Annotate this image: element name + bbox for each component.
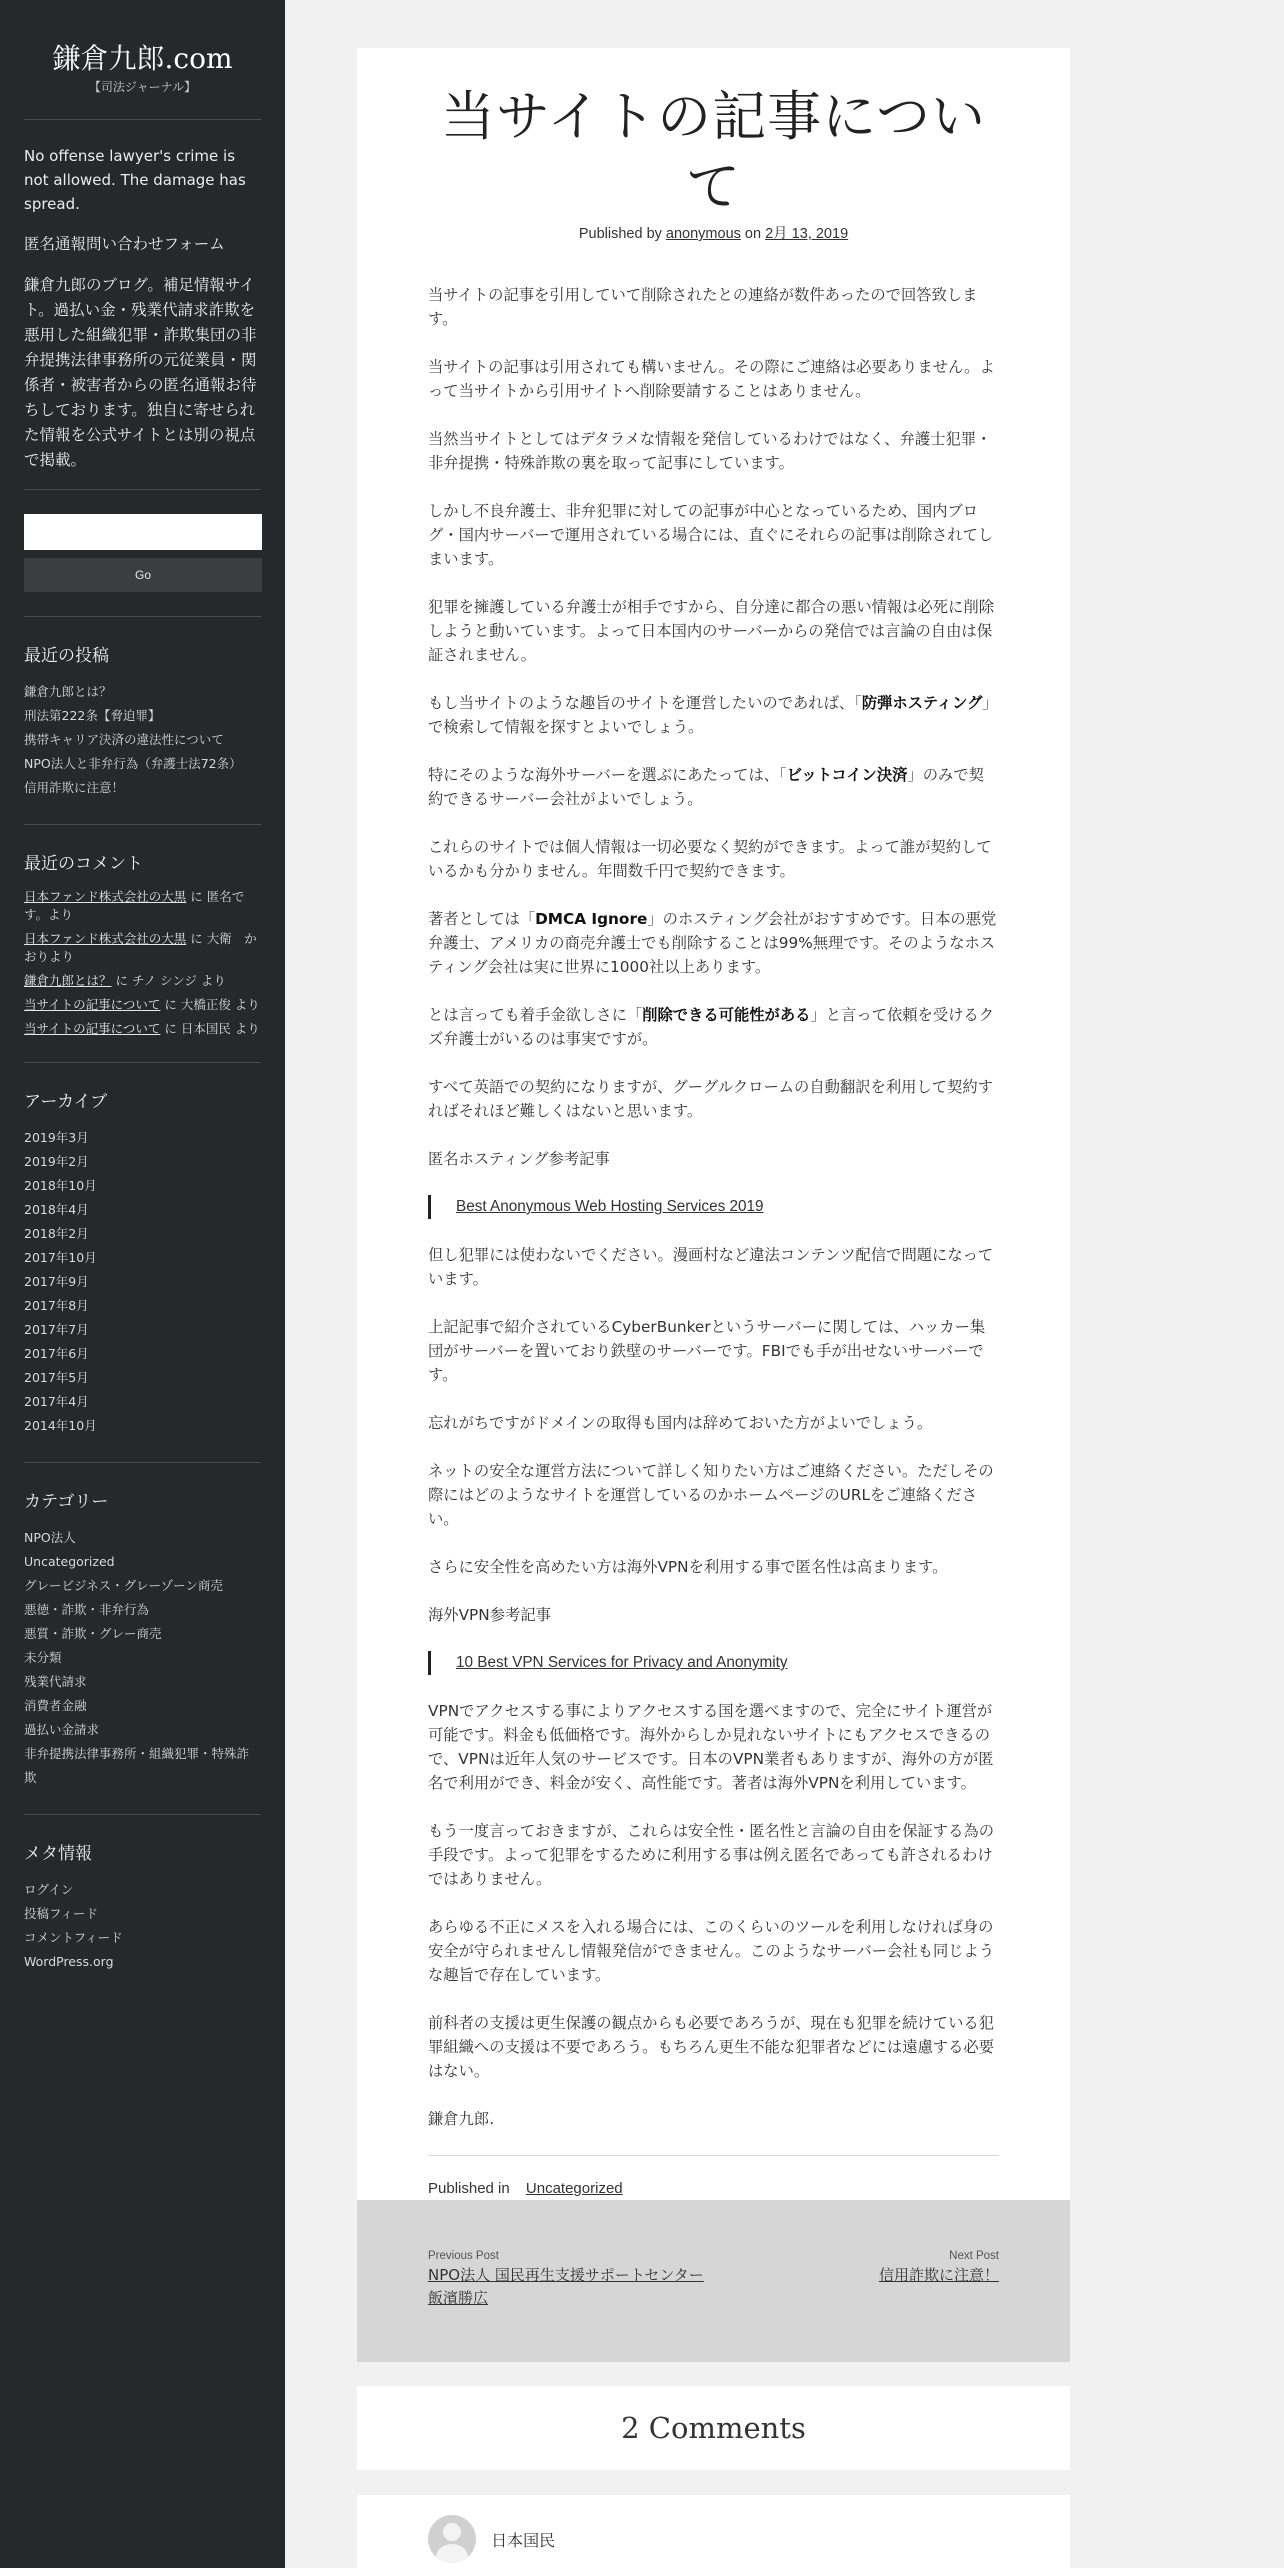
comments-title: 2 Comments <box>621 2411 806 2445</box>
comments-header <box>357 2386 1070 2470</box>
paragraph: これらのサイトでは個人情報は一切必要なく契約ができます。よって誰が契約しているかも分かりません。年間数千円で契約できます。 <box>428 838 992 880</box>
paragraph <box>428 1003 999 1051</box>
article-title: 当サイトの記事について <box>440 85 987 218</box>
paragraph: VPNでアクセスする事によりアクセスする国を選べますので、完全にサイト運営が可能です。料金も低価格です。海外からしか見れないサイトにもアクセスできるので、VPNは近年人気のサービスです。日本のVPN業者もありますが、海外の方が匿名で利用ができ、料金が安く、高性能です。著者は海外VPNを利用しています。 <box>428 1702 994 1792</box>
archive-link[interactable]: 2019年2月 <box>24 1154 89 1169</box>
sidebar-divider <box>24 824 261 825</box>
recent-comment-post-link[interactable]: 鎌倉九郎とは？ <box>24 973 112 988</box>
meta-login-link[interactable]: ログイン <box>24 1882 74 1897</box>
comment <box>357 2495 1070 2568</box>
date-link[interactable]: 2月 13, 2019 <box>765 226 849 242</box>
paragraph: ネットの安全な運営方法について詳しく知りたい方はご連絡ください。ただしその際にはどのようなサイトを運営しているのかホームページのURLをご連絡ください。 <box>428 1462 994 1528</box>
recent-comment-author: に 大橋正俊 より <box>160 997 260 1012</box>
archive-link[interactable]: 2017年8月 <box>24 1298 89 1313</box>
paragraph: 上記記事で紹介されているCyberBunkerというサーバーに関しては、ハッカー集団がサーバーを置いており鉄壁のサーバーです。FBIでも手が出せないサーバーです。 <box>428 1318 986 1384</box>
paragraph: 但し犯罪には使わないでください。漫画村など違法コンテンツ配信で問題になっています。 <box>428 1246 994 1288</box>
site-about: 鎌倉九郎のブログ。補足情報サイト。過払い金・残業代請求詐欺を悪用した組織犯罪・詐欺集団の非弁提携法律事務所の元従業員・関係者・被害者からの匿名通報お待ちしております。独自に寄せられた情報を公式サイトとは別の視点で掲載。 <box>24 276 257 469</box>
recent-comment-post-link[interactable]: 日本ファンド株式会社の大黒 <box>24 931 187 946</box>
paragraph-text: 」と言って依頼を受けるクズ弁護士がいるのは事実ですが。 <box>428 1006 995 1048</box>
category-link[interactable]: 残業代請求 <box>24 1674 87 1689</box>
signature: 鎌倉九郎. <box>428 2110 495 2128</box>
meta-wordpress-link[interactable]: WordPress.org <box>24 1954 114 1969</box>
archive-link[interactable]: 2018年10月 <box>24 1178 97 1193</box>
meta-title: メタ情報 <box>24 1844 92 1864</box>
recent-post-link[interactable]: NPO法人と非弁行為（弁護士法72条） <box>24 756 242 771</box>
sidebar <box>0 0 285 2568</box>
paragraph: 犯罪を擁護している弁護士が相手ですから、自分達に都合の悪い情報は必死に削除しようと動いています。よって日本国内のサーバーからの発信では言論の自由は保証されません。 <box>428 598 994 664</box>
category-link[interactable]: NPO法人 <box>24 1530 76 1545</box>
category-link[interactable]: 悪質・詐欺・グレー商売 <box>24 1626 162 1641</box>
recent-comment-post-link[interactable]: 当サイトの記事について <box>24 1021 161 1036</box>
paragraph: 匿名ホスティング参考記事 <box>428 1150 610 1168</box>
paragraph: しかし不良弁護士、非弁犯罪に対しての記事が中心となっているため、国内ブログ・国内サーバーで運用されている場合には、直ぐにそれらの記事は削除されてしまいます。 <box>428 502 994 568</box>
archive-link[interactable]: 2017年10月 <box>24 1250 97 1265</box>
archive-link[interactable]: 2018年4月 <box>24 1202 89 1217</box>
paragraph: すべて英語での契約になりますが、グーグルクロームの自動翻訳を利用して契約すればそれほど難しくはないと思います。 <box>428 1078 993 1120</box>
sidebar-divider <box>24 119 261 120</box>
recent-posts-title: 最近の投稿 <box>24 646 109 666</box>
meta-comments-feed-link[interactable]: コメントフィード <box>24 1930 123 1945</box>
sidebar-divider <box>24 489 261 490</box>
sidebar-text-widget <box>24 144 261 473</box>
article-footer <box>428 2155 999 2197</box>
paragraph <box>428 907 999 979</box>
category-link[interactable]: Uncategorized <box>24 1554 115 1569</box>
recent-comments-widget <box>24 849 261 1038</box>
published-in-label: Published in <box>428 2180 510 2197</box>
category-link[interactable]: 未分類 <box>24 1650 62 1665</box>
recent-comment-item <box>24 996 261 1014</box>
post-navigation <box>357 2200 1070 2362</box>
sidebar-divider <box>24 1062 261 1063</box>
emphasis: DMCA Ignore <box>535 910 648 928</box>
anonymous-form-link[interactable]: 匿名通報問い合わせフォーム <box>24 235 225 253</box>
recent-comment-author: に 匿名です。より <box>24 889 245 922</box>
category-link[interactable]: Uncategorized <box>525 2180 623 2197</box>
comment-author: 日本国民 <box>491 2530 556 2550</box>
paragraph: あらゆる不正にメスを入れる場合には、このくらいのツールを利用しなければ身の安全が守られませんし情報発信ができません。このようなサーバー会社も同じような趣旨で存在しています。 <box>428 1918 995 1984</box>
paragraph: もう一度言っておきますが、これらは安全性・匿名性と言論の自由を保証する為の手段です。よって犯罪をするために利用する事は例え匿名であっても許されるわけではありません。 <box>428 1822 994 1888</box>
paragraph: 当然当サイトとしてはデタラメな情報を発信しているわけではなく、弁護士犯罪・非弁提携・特殊詐欺の裏を取って記事にしています。 <box>428 430 992 472</box>
search-button[interactable]: Go <box>24 558 262 592</box>
recent-comment-item <box>24 888 261 924</box>
reference-link[interactable]: Best Anonymous Web Hosting Services 2019 <box>456 1198 764 1215</box>
categories-title: カテゴリー <box>24 1492 109 1512</box>
article-meta <box>428 222 999 243</box>
paragraph: 前科者の支援は更生保護の観点からも必要であろうが、現在も犯罪を続けている犯罪組織への支援は不要であろう。もちろん更生不能な犯罪者などには遠慮する必要はない。 <box>428 2014 994 2080</box>
category-link[interactable]: 過払い金請求 <box>24 1722 100 1737</box>
paragraph-text: 」のホスティング会社がおすすめです。日本の悪党弁護士、アメリカの商売弁護士でも削除することは99%無理です。そのようなホスティング会社は実に世界に1000社以上あります。 <box>428 910 997 976</box>
reference-link[interactable]: 10 Best VPN Services for Privacy and Anonymity <box>456 1654 788 1671</box>
recent-post-link[interactable]: 信用詐欺に注意！ <box>24 780 125 795</box>
paragraph: 忘れがちですがドメインの取得も国内は辞めておいた方がよいでしょう。 <box>428 1414 933 1432</box>
archive-link[interactable]: 2017年9月 <box>24 1274 89 1289</box>
recent-post-link[interactable]: 刑法第222条【脅迫罪】 <box>24 708 161 723</box>
category-link[interactable]: 悪徳・詐欺・非弁行為 <box>24 1602 150 1617</box>
article <box>357 48 1070 2200</box>
recent-comment-item <box>24 930 261 966</box>
archive-link[interactable]: 2019年3月 <box>24 1130 89 1145</box>
site-description: 【司法ジャーナル】 <box>88 80 197 94</box>
paragraph-text: とは言っても着手金欲しさに「 <box>428 1006 643 1024</box>
categories-widget <box>24 1487 261 1790</box>
blockquote <box>428 1195 999 1219</box>
category-link[interactable]: 非弁提携法律事務所・組織犯罪・特殊詐欺 <box>24 1746 250 1785</box>
sidebar-divider <box>24 616 261 617</box>
archive-link[interactable]: 2017年6月 <box>24 1346 89 1361</box>
site-title[interactable]: 鎌倉九郎.com <box>52 42 233 75</box>
next-post-link[interactable]: 信用詐欺に注意！ <box>878 2266 999 2284</box>
emphasis: 防弾ホスティング <box>861 694 983 712</box>
author-link[interactable]: anonymous <box>665 226 741 242</box>
recent-comment-author: に 大衛 かおりより <box>24 931 257 964</box>
recent-comment-author: に 日本国民 より <box>160 1021 260 1036</box>
archives-title: アーカイブ <box>24 1092 108 1112</box>
paragraph-text: もし当サイトのような趣旨のサイトを運営したいのであれば、「 <box>428 694 862 712</box>
avatar <box>428 2515 476 2563</box>
paragraph-text: 」のみで契約できるサーバー会社がよいでしょう。 <box>428 766 984 808</box>
paragraph-text: 著者としては「 <box>428 910 536 928</box>
archive-link[interactable]: 2018年2月 <box>24 1226 89 1241</box>
recent-post-link[interactable]: 鎌倉九郎とは？ <box>24 684 112 699</box>
recent-comment-author: に チノ シンジ より <box>111 973 226 988</box>
sidebar-divider <box>24 1462 261 1463</box>
previous-post-link[interactable]: NPO法人 国民再生支援サポートセンター 飯濱勝広 <box>428 2266 704 2307</box>
meta-widget <box>24 1839 261 1974</box>
previous-post <box>428 2250 718 2310</box>
search-input[interactable] <box>24 514 262 550</box>
recent-comment-item <box>24 972 261 990</box>
recent-comments-title: 最近のコメント <box>24 854 143 874</box>
category-link[interactable]: 消費者金融 <box>24 1698 87 1713</box>
recent-comment-post-link[interactable]: 当サイトの記事について <box>24 997 161 1012</box>
search-widget <box>24 514 261 592</box>
paragraph-text: 特にそのような海外サーバーを選ぶにあたっては、「 <box>428 766 787 784</box>
meta-entries-feed-link[interactable]: 投稿フィード <box>24 1906 99 1921</box>
emphasis: ビットコイン決済 <box>786 766 908 784</box>
blockquote <box>428 1651 999 1675</box>
recent-comment-post-link[interactable]: 日本ファンド株式会社の大黒 <box>24 889 187 904</box>
emphasis: 削除できる可能性がある <box>642 1006 811 1024</box>
paragraph: 当サイトの記事を引用していて削除されたとの連絡が数件あったので回答致します。 <box>428 286 978 328</box>
previous-post-label: Previous Post <box>428 2250 499 2262</box>
paragraph-text: 」で検索して情報を探すとよいでしょう。 <box>428 694 998 736</box>
paragraph: 海外VPN参考記事 <box>428 1606 551 1624</box>
archive-link[interactable]: 2017年7月 <box>24 1322 89 1337</box>
recent-comment-item <box>24 1020 261 1038</box>
sidebar-divider <box>24 1814 261 1815</box>
archive-link[interactable]: 2017年4月 <box>24 1394 89 1409</box>
archive-link[interactable]: 2014年10月 <box>24 1418 97 1433</box>
meta-published-by: Published by <box>578 226 662 242</box>
next-post-label: Next Post <box>949 2250 999 2262</box>
archive-link[interactable]: 2017年5月 <box>24 1370 89 1385</box>
paragraph <box>428 691 999 739</box>
paragraph <box>428 763 999 811</box>
meta-on: on <box>744 226 762 242</box>
archives-widget <box>24 1087 261 1438</box>
paragraph: さらに安全性を高めたい方は海外VPNを利用する事で匿名性は高まります。 <box>428 1558 948 1576</box>
recent-post-link[interactable]: 携帯キャリア決済の違法性について <box>24 732 224 747</box>
recent-posts-widget <box>24 641 261 800</box>
article-content <box>428 283 999 2131</box>
site-tagline: No offense lawyer's crime is not allowed. The damage has spread. <box>24 147 246 213</box>
next-post <box>739 2250 999 2287</box>
category-link[interactable]: グレービジネス・グレーゾーン商売 <box>24 1578 223 1593</box>
paragraph: 当サイトの記事は引用されても構いません。その際にご連絡は必要ありません。よって当サイトから引用サイトへ削除要請することはありません。 <box>428 358 995 400</box>
